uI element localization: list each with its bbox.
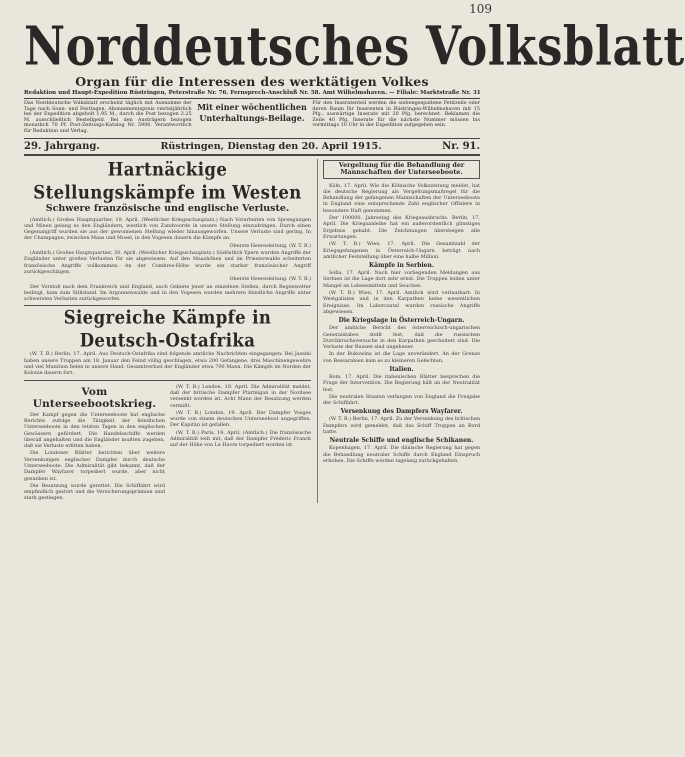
paragraph: (W. T. B.) London, 19. April. Der Dampfer Vosges wurde von einem deutschen Unterseeboot angegriffen. Der Kapitän ist gefallen.: [170, 409, 311, 429]
right-body-2: [323, 270, 480, 315]
right-body-5: [323, 416, 480, 435]
subtitle: Organ für die Interessen des werktätigen Volkes: [75, 74, 429, 89]
subheadline-west: Schwere französische und englische Verluste.: [45, 202, 290, 214]
paragraph: Die neutralen Staaten verlangen von England die Freigabe der Schiffahrt.: [323, 393, 480, 407]
paragraph: Der Vorstoß nach dem Frankreich und England, auch Gebiete jener an einzelnen Stellen, durch Regenwetter bedingt, kam zum Stillstand. Im Argonnenwalde und in den Vogesen wurden mehrere feindliche Angriffe unter schwersten Verlusten zurückgeworfen.: [24, 283, 311, 303]
paragraph: (W. T. B.) Wien, 17. April. Die Gesamtzahl der Kriegsgefangenen in Österreich-Ungarn beträgt nach amtlicher Feststellung über eine halbe Million.: [323, 241, 480, 260]
paragraph: (W. T. B.) Wien, 17. April. Amtlich wird verlautbart: In Westgalizien und in den Karpathen keine wesentlichen Ereignisse. Im Laborczatal wurden russische Angriffe abgewiesen.: [323, 290, 480, 315]
info-bar: [24, 101, 480, 139]
right-body-4: [323, 374, 480, 406]
paragraph: (Amtlich.) Großes Hauptquartier, 20. April. (Westlicher Kriegsschauplatz.) Südöstlich Ypern wurden Angriffe der Engländer unter großen Verlusten für sie abgewiesen. Auf den Maashöhen und im Priesterwalde scheiterten französische Angriffe vollkommen. An der Combres-Höhe wurde ein starker französischer Angriff zurückgeschlagen.: [24, 250, 311, 275]
paragraph: (W. T. B.) Paris, 19. April. (Amtlich.) Die französische Admiralität teilt mit, daß der Dampfer Frédéric Franck auf der Höhe von Le Havre torpediert worden ist.: [170, 429, 311, 449]
headline-uboot: Vom Unterseebootskrieg.: [32, 385, 157, 410]
paragraph: Oberste Heeresleitung. (W. T. B.): [229, 276, 311, 283]
right-body-3: [323, 325, 480, 364]
volume: 29. Jahrgang.: [24, 140, 100, 152]
paragraph: (W. T. B.) Berlin, 17. April. Aus Deutsch-Ostafrika sind folgende amtliche Nachrichten eingegangen: Bei Jassini haben unsere Truppen am 18. Januar den Feind völlig geschlagen, etwa 200 Gefangene, drei Maschinengewehre und viel Munition fielen in unsere Hand. Gesamtverlust der Engländer etwa 700 Mann. Die Kämpfe im Norden der Kolonie dauern fort.: [24, 351, 311, 377]
masthead: Norddeutsches Volksblatt: [24, 14, 685, 78]
right-body-6: [323, 445, 480, 464]
paragraph: (W. T. B.) London, 19. April. Die Admiralität meldet, daß der britische Dampfer Ptarmigan in der Nordsee versenkt worden ist. Acht Mann der Besatzung werden vermißt.: [170, 383, 311, 409]
right-column: [317, 159, 480, 503]
article-uboot-body: [24, 412, 165, 502]
paragraph: Kopenhagen, 17. April. Die dänische Regierung hat gegen die Behandlung neutraler Schiffe durch England Einspruch erhoben. Die Schiffe werden tagelang zurückgehalten.: [323, 445, 480, 464]
right-body-1: [323, 183, 480, 261]
supplement-note: Mit einer wöchentlichen Unterhaltungs-Beilage.: [197, 102, 307, 123]
subhead-neutrale: Neutrale Schiffe und englische Schikanen.: [329, 437, 474, 445]
issue-date: Rüstringen, Dienstag den 20. April 1915.: [160, 140, 382, 152]
paragraph: (W. T. B.) Berlin, 17. April. Zu der Versenkung des britischen Dampfers wird gemeldet, daß das Schiff Truppen an Bord hatte.: [323, 416, 480, 436]
address-line: Redaktion und Haupt-Expedition Rüstringen, Peterstraße Nr. 76. Fernsprech-Anschluß Nr. 58. Amt Wilhelmshaven. — Filiale: Marktstraße Nr. 31: [24, 90, 480, 99]
article-uboot-reports: [170, 384, 311, 449]
paragraph: In der Bukowina ist die Lage unverändert. An der Grenze von Bessarabien kam es zu kleineren Gefechten.: [323, 351, 480, 364]
advertising-info: Für den Inseratenteil werden die siebengespaltene Petitzeile oder deren Raum für Inserenten in Rüstringen-Wilhelmshaven mit 15 Pfg., auswärtige Inserate mit 20 Pfg. berechnet. Reklamen die Zeile 40 Pfg. Inserate für die nächste Nummer müssen bis vormittags 10 Uhr in der Expedition aufgegeben sein.: [312, 100, 480, 129]
divider: [24, 380, 311, 381]
sub-columns: [24, 384, 311, 503]
left-column: [24, 159, 311, 503]
paragraph: Köln, 17. April. Wie die Kölnische Volkszeitung meldet, hat die deutsche Regierung als Vergeltungsmaßregel für die Behandlung der gefangenen Mannschaften der Unterseeboote in England eine entsprechende Zahl englischer Offiziere in besondere Haft genommen.: [323, 182, 480, 214]
paragraph: Sofia, 17. April. Nach hier vorliegenden Meldungen aus Serbien ist die Lage dort sehr ernst. Die Truppen leiden unter Mangel an Lebensmitteln und Seuchen.: [323, 270, 480, 289]
headline-ostafrika: Siegreiche Kämpfe in Deutsch-Ostafrika: [63, 306, 272, 352]
paragraph: Oberste Heeresleitung. (W. T. B.): [229, 242, 311, 249]
issue-number: Nr. 91.: [442, 140, 480, 152]
subhead-serbien: Kämpfe in Serbien.: [369, 262, 434, 270]
headline-west: Hartnäckige Stellungskämpfe im Westen: [33, 157, 302, 203]
paragraph: Rom, 17. April. Die italienischen Blätter besprechen die Frage der Intervention. Die Regierung hält an der Neutralität fest.: [323, 373, 480, 393]
dateline: [24, 139, 480, 156]
columns: [24, 159, 480, 503]
uboot-right: [170, 384, 311, 503]
article-ostafrika-body: [24, 351, 311, 376]
page-number: 109: [469, 2, 492, 16]
subhead-oesterreich: Die Kriegslage in Österreich-Ungarn.: [338, 317, 465, 325]
paragraph: Der 100000. Jahrestag des Kriegsausbruchs. Berlin, 17. April. Die Kriegsanleihe hat ein außerordentlich günstiges Ergebnis gehabt. Die Zeichnungen übersteigen alle Erwartungen.: [323, 215, 480, 240]
article-west-body: [24, 217, 311, 303]
paragraph: Die Londoner Blätter berichten über weitere Versenkungen englischer Dampfer durch deutsche Unterseeboote. Die Admiralität gibt bekannt, daß der Dampfer Wayfarer torpediert wurde, aber nicht gesunken ist.: [24, 450, 165, 482]
paragraph: Der Kampf gegen die Unterseeboote hat englische Berichte zufolge die Tätigkeit der feindlichen Unterseeboote in den letzten Tagen in den englischen Gewässern gefördert. Die Handelsschiffe werden überall angehalten und die Engländer mußten zugeben, daß sie Verluste erlitten haben.: [24, 411, 165, 450]
uboot-left: [24, 384, 165, 503]
paragraph: Der amtliche Bericht des österreichisch-ungarischen Generalstabes stellt fest, daß die russischen Durchbruchsversuche in den Karpathen gescheitert sind. Die Verluste der Russen sind ungeheuer.: [323, 325, 480, 351]
paragraph: Die Besatzung wurde gerettet. Die Schiffahrt wird empfindlich gestört und die Versicherungsprämien sind stark gestiegen.: [24, 482, 165, 502]
subscription-info: Das Norddeutsche Volksblatt erscheint täglich mit Ausnahme der Tage nach Sonn- und Festtagen. Abonnementspreis vierteljährlich bei der Expedition abgeholt 1.95 M., durch die Post bezogen 2.25 M. ausschließlich Bestellgeld. Bei den Austrägern bezogen monatlich 70 Pf. Post-Zeitungs-Katalog Nr. 5900. Verantwortlich für Redaktion und Verlag.: [24, 100, 192, 134]
boxed-notice: Vergeltung für die Behandlung der Mannschaften der Unterseeboote.: [323, 160, 480, 179]
paragraph: (Amtlich.) Großes Hauptquartier, 19. April. (Westlicher Kriegsschauplatz.) Nach Vorarbeiten von Sprengungen und Minen gelang es den Engländern, westlich von Zandvoorde in unsere Stellung einzudringen. Durch einen Gegenangriff wurden sie aus der gewonnenen Stellung wieder hinausgeworfen. Unsere Verluste sind gering. In der Champagne, zwischen Maas und Mosel, in den Vogesen dauern die Kämpfe an.: [24, 216, 311, 242]
subhead-italien: Italien.: [389, 365, 414, 373]
subhead-wayfarer: Versenkung des Dampfers Wayfarer.: [340, 408, 463, 416]
